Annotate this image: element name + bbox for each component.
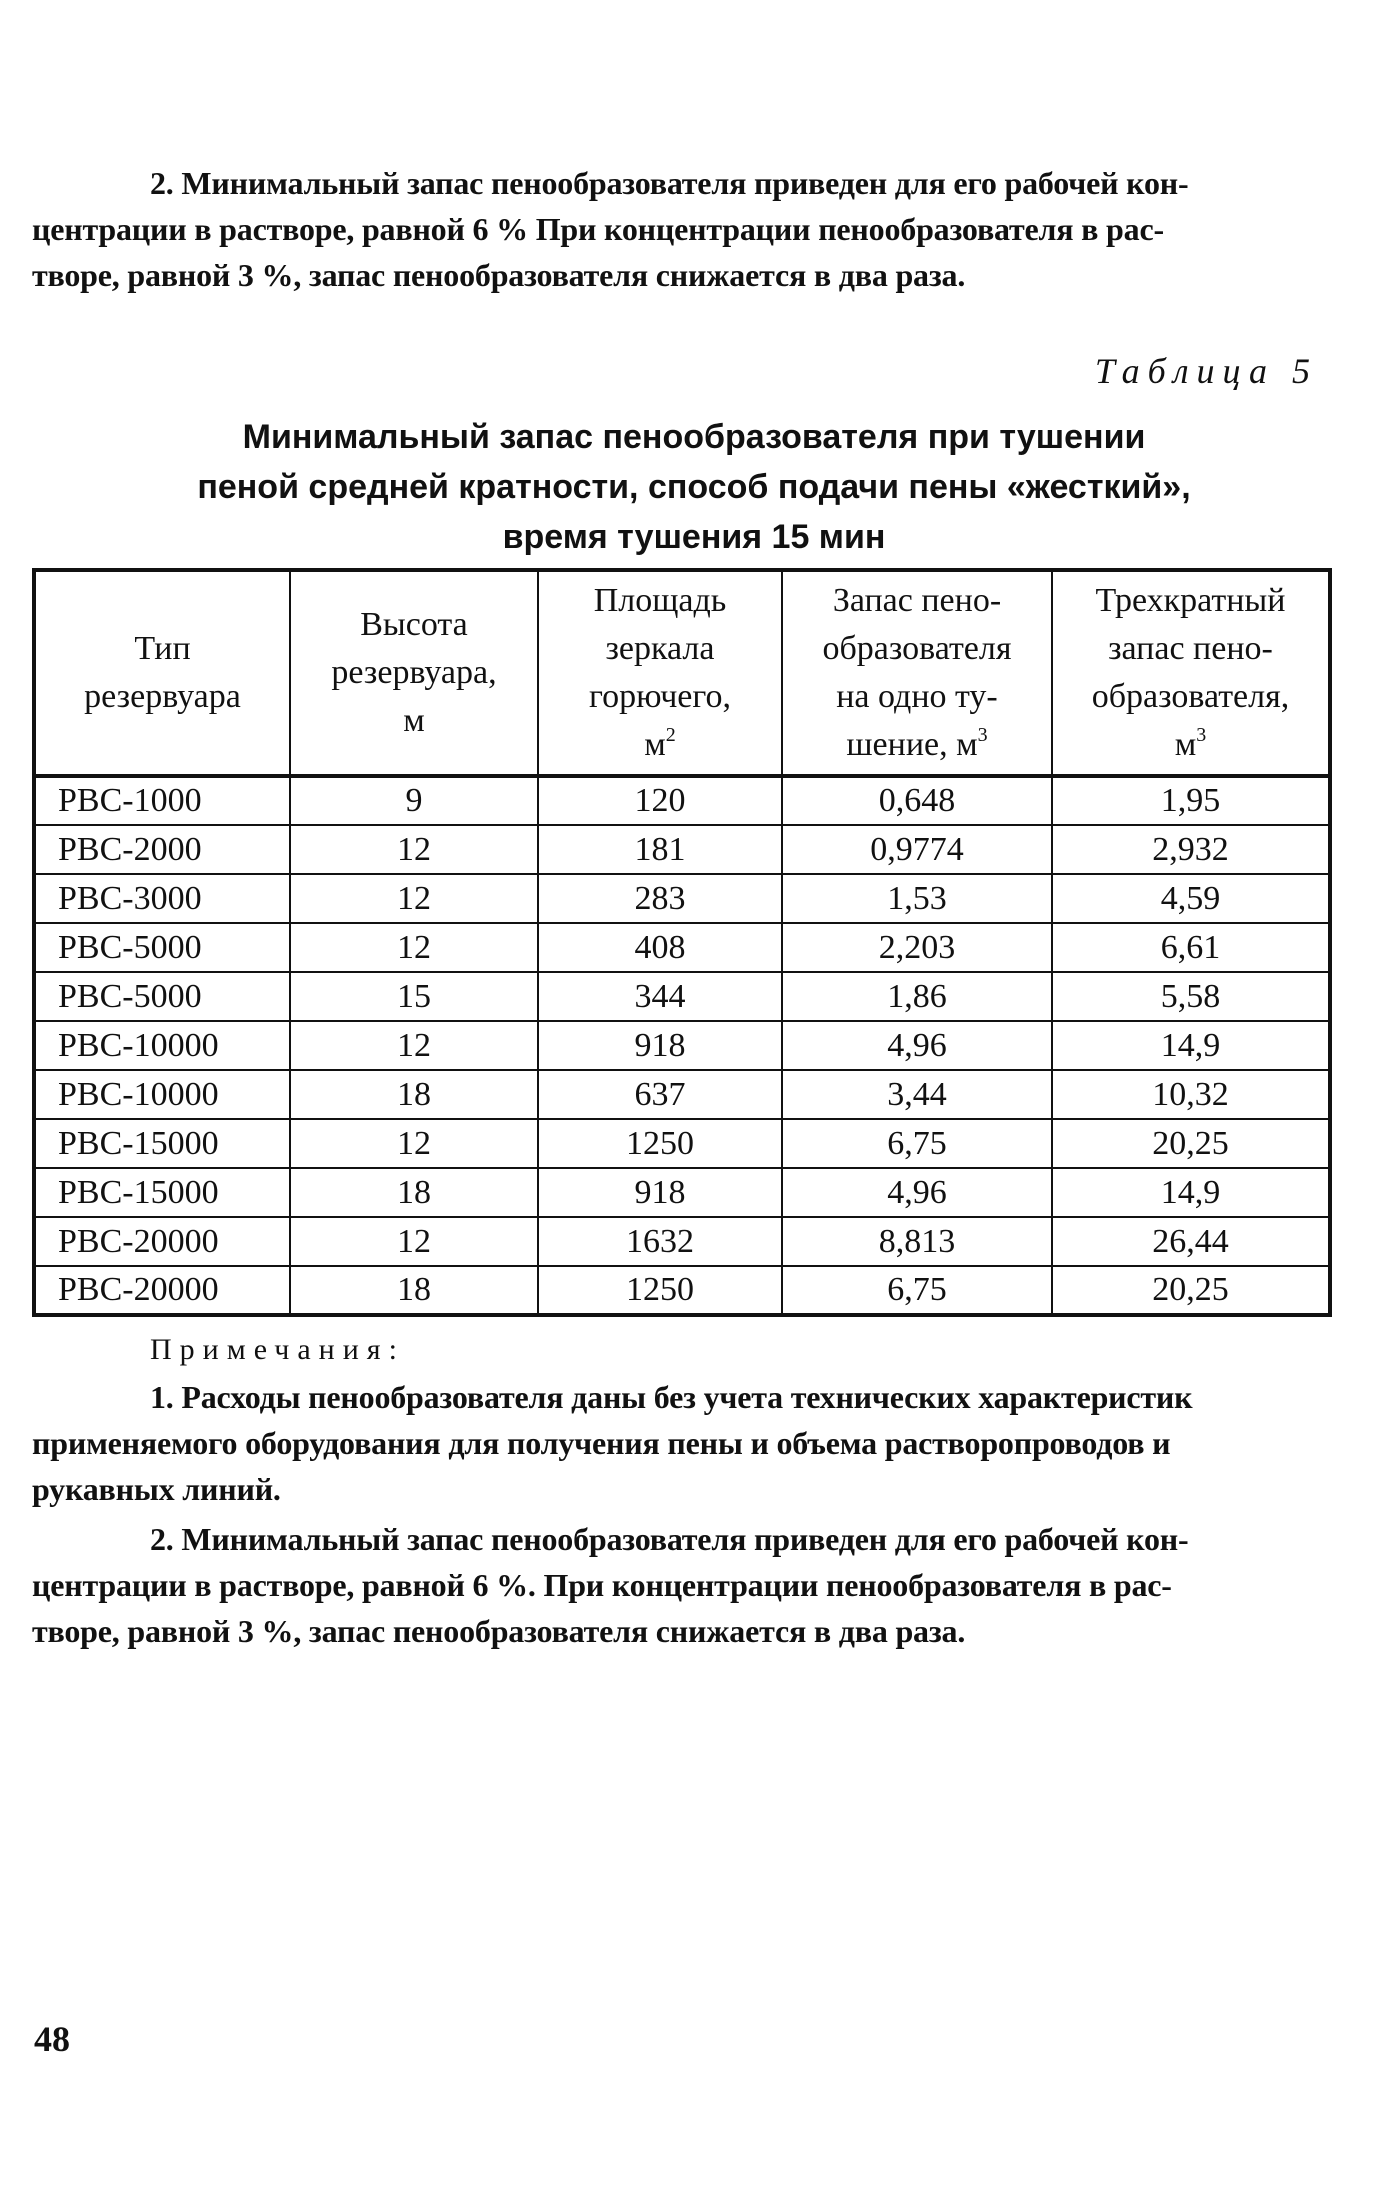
table-cell: РВС-15000 (34, 1119, 290, 1168)
table-cell: РВС-1000 (34, 776, 290, 825)
table-row (34, 1168, 1330, 1217)
note-2 (32, 1516, 1322, 1654)
table-cell: 10,32 (1052, 1070, 1330, 1119)
text-line: творе, равной 3 %, запас пенообразователя снижается в два раза. (32, 257, 966, 293)
table-cell: РВС-5000 (34, 972, 290, 1021)
table-cell: РВС-2000 (34, 825, 290, 874)
text-line: применяемого оборудования для получения пены и объема растворопроводов и (32, 1425, 1171, 1461)
table-cell: 5,58 (1052, 972, 1330, 1021)
note-1 (32, 1374, 1322, 1512)
table-cell: 26,44 (1052, 1217, 1330, 1266)
table-cell: РВС-3000 (34, 874, 290, 923)
table-title (0, 412, 1388, 562)
table-row (34, 1070, 1330, 1119)
table-body (34, 776, 1330, 1315)
table-row (34, 1266, 1330, 1315)
table-cell: 12 (290, 1217, 538, 1266)
table-header-row (34, 570, 1330, 776)
table-cell: 3,44 (782, 1070, 1052, 1119)
table-cell: 20,25 (1052, 1266, 1330, 1315)
table-cell: 181 (538, 825, 782, 874)
column-header-triple-supply: Трехкратный запас пено- образователя, $м^3$ (1052, 570, 1330, 776)
table-cell: 2,932 (1052, 825, 1330, 874)
table-cell: 637 (538, 1070, 782, 1119)
table-row (34, 1021, 1330, 1070)
table-cell: 1632 (538, 1217, 782, 1266)
text-line: 1. Расходы пенообразователя даны без учета технических характеристик (150, 1379, 1193, 1415)
title-line: Минимальный запас пенообразователя при тушении (242, 418, 1146, 456)
table-cell: 0,9774 (782, 825, 1052, 874)
column-header-tank-type: Тип резервуара (34, 570, 290, 776)
table-cell: РВС-10000 (34, 1070, 290, 1119)
table-cell: 12 (290, 923, 538, 972)
text-line: творе, равной 3 %, запас пенообразователя снижается в два раза. (32, 1613, 966, 1649)
table-row (34, 776, 1330, 825)
table-cell: 12 (290, 1119, 538, 1168)
table-row (34, 972, 1330, 1021)
table-cell: 0,648 (782, 776, 1052, 825)
table-cell: 1,95 (1052, 776, 1330, 825)
table-cell: 1,86 (782, 972, 1052, 1021)
table-cell: 18 (290, 1070, 538, 1119)
column-header-single-supply: Запас пено- образователя на одно ту- шение, $м^3$ (782, 570, 1052, 776)
text-line: 2. Минимальный запас пенообразователя приведен для его рабочей кон- (150, 1521, 1189, 1557)
table-cell: 18 (290, 1168, 538, 1217)
table-cell: РВС-20000 (34, 1266, 290, 1315)
column-header-surface-area: Площадь зеркала горючего, $м^2$ (538, 570, 782, 776)
table-cell: 18 (290, 1266, 538, 1315)
table-cell: 15 (290, 972, 538, 1021)
table-cell: 6,75 (782, 1266, 1052, 1315)
top-note (32, 160, 1322, 298)
table-row (34, 825, 1330, 874)
table-cell: РВС-15000 (34, 1168, 290, 1217)
title-line: время тушения 15 мин (502, 518, 886, 556)
text-line: 2. Минимальный запас пенообразователя приведен для его рабочей кон- (150, 165, 1189, 201)
column-header-tank-height: Высота резервуара, м (290, 570, 538, 776)
data-table (32, 568, 1332, 1317)
table-cell: 8,813 (782, 1217, 1052, 1266)
table-cell: 9 (290, 776, 538, 825)
table-cell: 283 (538, 874, 782, 923)
table-row (34, 1217, 1330, 1266)
table-row (34, 874, 1330, 923)
table-cell: 6,75 (782, 1119, 1052, 1168)
table-cell: 4,96 (782, 1021, 1052, 1070)
table-cell: 12 (290, 874, 538, 923)
table-cell: РВС-20000 (34, 1217, 290, 1266)
table-label: Таблица 5 (1094, 351, 1318, 391)
table-cell: 918 (538, 1021, 782, 1070)
table-cell: 1250 (538, 1119, 782, 1168)
table-cell: РВС-5000 (34, 923, 290, 972)
text-line: центрации в растворе, равной 6 %. При концентрации пенообразователя в рас- (32, 1567, 1172, 1603)
table-cell: 4,96 (782, 1168, 1052, 1217)
page-number: 48 (34, 2019, 70, 2059)
table-cell: 1,53 (782, 874, 1052, 923)
table-cell: 120 (538, 776, 782, 825)
text-line: центрации в растворе, равной 6 % При концентрации пенообразователя в рас- (32, 211, 1164, 247)
table-cell: 6,61 (1052, 923, 1330, 972)
title-line: пеной средней кратности, способ подачи пены «жесткий», (197, 468, 1191, 506)
notes-header: Примечания: (150, 1333, 405, 1366)
table-cell: 344 (538, 972, 782, 1021)
table-cell: РВС-10000 (34, 1021, 290, 1070)
table-cell: 20,25 (1052, 1119, 1330, 1168)
table-cell: 14,9 (1052, 1168, 1330, 1217)
table-cell: 2,203 (782, 923, 1052, 972)
table-cell: 408 (538, 923, 782, 972)
table-cell: 14,9 (1052, 1021, 1330, 1070)
table-cell: 12 (290, 1021, 538, 1070)
table-cell: 1250 (538, 1266, 782, 1315)
table-cell: 4,59 (1052, 874, 1330, 923)
text-line: рукавных линий. (32, 1471, 281, 1507)
table-row (34, 1119, 1330, 1168)
table-cell: 918 (538, 1168, 782, 1217)
table-cell: 12 (290, 825, 538, 874)
table-row (34, 923, 1330, 972)
